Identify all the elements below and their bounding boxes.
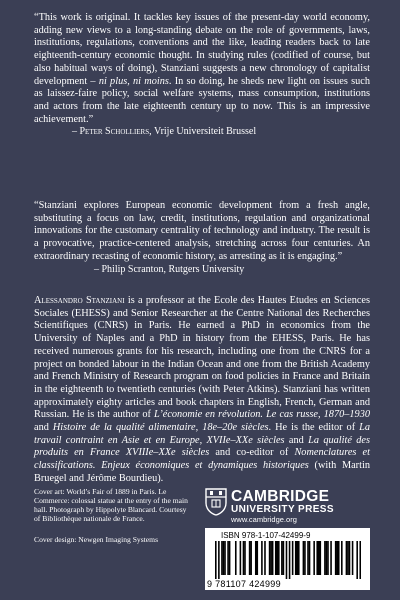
barcode-bar: [221, 541, 223, 575]
barcode-bar: [283, 541, 285, 575]
quote-1-text-a: “This work is original. It tackles key issues of the present-day world economy, adding new views to a long-standing debate on the role of governments, laws, institutions, regulations, conventions and the like, leading readers back to late eighteenth-century economic thought. In studying rules (codified of course, but also habitual ways of doing), Stanziani suggests a new chronology of capitalist development –: [34, 12, 370, 87]
barcode-bar: [309, 541, 311, 575]
cambridge-shield-icon: [205, 488, 227, 516]
barcode-bar: [330, 541, 332, 575]
barcode-bar: [243, 541, 245, 575]
barcode-bar: [352, 541, 354, 575]
barcode-bar: [338, 541, 340, 575]
barcode-bar: [341, 541, 343, 575]
endorsement-quote-2: [34, 200, 370, 276]
barcode-bar: [318, 541, 320, 575]
quote-2-text: “Stanziani explores European economic development from a fresh angle, substituting a focus on law, credit, institutions, regulation and organizational innovations for the customary centrality of technology and industry. The result is a provocative, practice-centered analysis, stretching across four centuries. An extraordinary recasting of economic history, as arresting as it is engaging.”: [34, 200, 370, 262]
author-name: Alessandro Stanziani: [34, 295, 125, 306]
publisher-name: CAMBRIDGE UNIVERSITY PRESS www.cambridge.org: [231, 489, 371, 524]
barcode-bar: [224, 541, 226, 575]
barcode-bar: [235, 541, 237, 575]
isbn-barcode-box: [205, 528, 370, 590]
barcode-bar: [298, 541, 300, 575]
publisher-url[interactable]: www.cambridge.org: [231, 515, 297, 524]
barcode-bar: [356, 541, 358, 579]
barcode-bar: [240, 541, 242, 575]
barcode-bar: [296, 541, 298, 575]
barcode-bar: [289, 541, 291, 579]
barcode-bar: [255, 541, 257, 575]
quote-2-attribution: – Philip Scranton, Rutgers University: [94, 263, 245, 275]
book-title: La qualité des produits en France XVIIIe–XXe siècles: [34, 434, 370, 459]
endorsement-quote-1: [34, 12, 370, 139]
quote-1-author: Peter Scholliers: [79, 126, 150, 138]
barcode-bar: [313, 541, 315, 575]
author-bio: Alessandro Stanziani is a professor at the Ecole des Hautes Etudes en Sciences Sociales (EHESS) and Senior Researcher at the Centre National des Recherches Scientifiques (CNRS) in Paris. He earned a PhD in economics from the University of Naples and a PhD in history from the EHESS, Paris. He has received numerous grants for his research, including one from the CNRS for a project on bonded labour in the Indian Ocean and one from the British Academy and French Ministry of Research program on food policies in France and Britain in the eighteenth to twentieth centuries (with Peter Atkins). Stanziani has written approximately eighty articles and book chapters in English, French, German and Russian. He is the author of L’économie en révolution. Le cas russe, 1870–1930 and Histoire de la qualité alimentaire, 18e–20e siècles. He is the editor of La travail contraint en Asie et en Europe, XVIIe–XXe siècles and La qualité des produits en France XVIIIe–XXe siècles and co-editor of Nomenclatures et classifications. Enjeux économiques et dynamiques historiques (with Martin Bruegel and Jérôme Bourdieu).: [34, 295, 371, 484]
barcode-bar: [244, 541, 246, 575]
barcode-bar: [303, 541, 305, 575]
barcode-bar: [256, 541, 258, 575]
barcode-bar: [261, 541, 263, 575]
barcode-bar: [346, 541, 348, 575]
barcode-bar: [269, 541, 271, 575]
barcode-bar: [292, 541, 294, 575]
barcode-bar: [304, 541, 306, 575]
barcode-bar: [327, 541, 329, 575]
barcode-bar: [276, 541, 278, 575]
barcode-bar: [250, 541, 252, 575]
quote-1-text-b: . In so doing, he sheds new light on issues such as laissez-faire policy, social welfare systems, mass consumption, institutions and actors from the late eighteenth century up to now. This is an impressive achievement.”: [34, 75, 371, 125]
barcode-bar: [270, 541, 272, 575]
barcode-digits: 9 781107 424999: [207, 579, 281, 589]
barcode-bar: [215, 541, 217, 579]
barcode-bar: [278, 541, 280, 575]
barcode-bar: [359, 541, 361, 579]
barcode-bar: [336, 541, 338, 575]
barcode-bar: [227, 541, 229, 575]
book-title: L’économie en révolution. Le cas russe, 1870–1930: [154, 409, 370, 421]
barcode-bar: [218, 541, 220, 579]
barcode-bar: [275, 541, 277, 575]
book-title: La travail contraint en Asie et en Europe, XVIIe–XXe siècles: [34, 422, 370, 446]
book-title: Nomenclatures et classifications. Enjeux économiques et dynamiques historiques: [34, 447, 370, 472]
cover-design-credit: Cover design: Newgen Imaging Systems: [34, 535, 159, 544]
barcode-bar: [281, 541, 283, 575]
barcode: [215, 541, 361, 579]
barcode-bar: [295, 541, 297, 575]
barcode-bar: [324, 541, 326, 575]
cover-credits: [34, 487, 194, 544]
barcode-bar: [286, 541, 288, 579]
barcode-bar: [264, 541, 266, 575]
quote-1-italic: ni plus, ni moins: [98, 75, 169, 87]
barcode-bar: [316, 541, 318, 575]
barcode-bar: [307, 541, 309, 575]
quote-1-attribution: – Peter Scholliers, Vrije Universiteit Brussel: [72, 126, 257, 138]
isbn-label: ISBN 978-1-107-42499-9: [221, 531, 311, 540]
barcode-bar: [320, 541, 322, 575]
barcode-bar: [326, 541, 328, 575]
cover-art-credit: Cover art: World’s Fair of 1889 in Paris. Le Commerce: colossal statue at the entry of the main hall. Photograph by Hippolyte Blancard. Courtesy of Bibliothèque nationale de France.: [34, 487, 188, 523]
book-title: Histoire de la qualité alimentaire, 18e–20e siècles: [52, 422, 269, 434]
quote-1-affiliation: , Vrije Universiteit Brussel: [149, 126, 257, 138]
barcode-bar: [272, 541, 274, 575]
barcode-bar: [347, 541, 349, 575]
barcode-bar: [335, 541, 337, 575]
barcode-bar: [349, 541, 351, 575]
barcode-bar: [229, 541, 231, 575]
barcode-bar: [249, 541, 251, 575]
barcode-bar: [223, 541, 225, 575]
